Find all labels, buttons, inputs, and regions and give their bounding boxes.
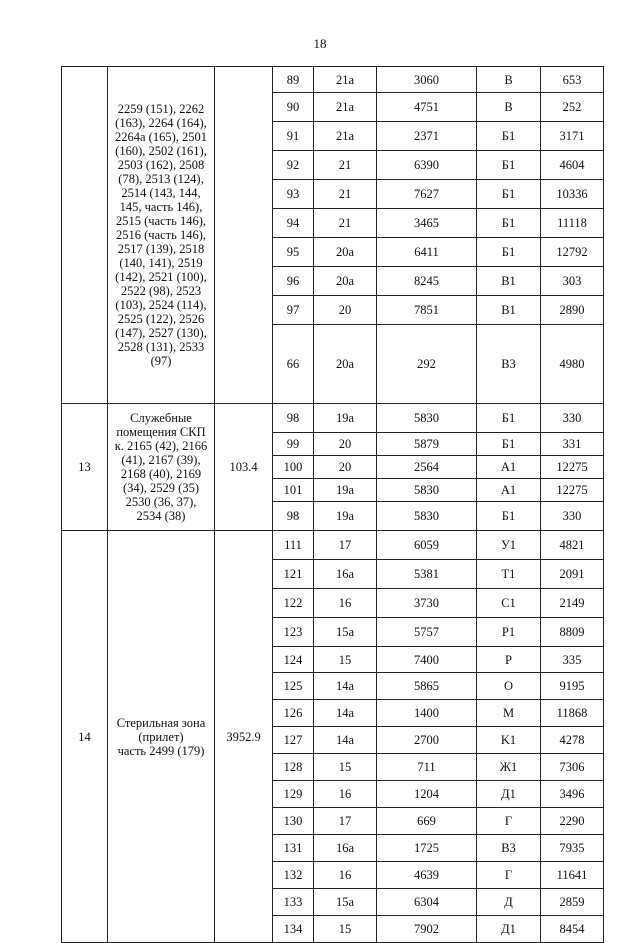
cell-b: 6390 bbox=[377, 151, 477, 180]
cell-b: 3465 bbox=[377, 209, 477, 238]
cell-d: 12792 bbox=[541, 238, 604, 267]
cell-b: 7627 bbox=[377, 180, 477, 209]
cell-c: Б1 bbox=[477, 404, 541, 433]
cell-a: 20a bbox=[314, 267, 377, 296]
cell-a: 21a bbox=[314, 67, 377, 93]
cell-d: 2290 bbox=[541, 808, 604, 835]
cell-d: 4278 bbox=[541, 727, 604, 754]
cell-n: 94 bbox=[273, 209, 314, 238]
cell-n: 98 bbox=[273, 502, 314, 531]
cell-d: 303 bbox=[541, 267, 604, 296]
cell-b: 5381 bbox=[377, 560, 477, 589]
cell-d: 2859 bbox=[541, 889, 604, 916]
cell-c: Д1 bbox=[477, 781, 541, 808]
document-table bbox=[61, 66, 604, 943]
cell-c: Б1 bbox=[477, 209, 541, 238]
cell-a: 15a bbox=[314, 889, 377, 916]
cell-c: P bbox=[477, 647, 541, 673]
cell-a: 20 bbox=[314, 433, 377, 456]
cell-c: Б1 bbox=[477, 151, 541, 180]
cell-n: 97 bbox=[273, 296, 314, 325]
cell-n: 91 bbox=[273, 122, 314, 151]
cell-c: T1 bbox=[477, 560, 541, 589]
cell-d: 2890 bbox=[541, 296, 604, 325]
cell-n: 122 bbox=[273, 589, 314, 618]
cell-c: B bbox=[477, 93, 541, 122]
cell-d: 3496 bbox=[541, 781, 604, 808]
cell-a: 21a bbox=[314, 93, 377, 122]
cell-d: 4980 bbox=[541, 325, 604, 404]
cell-a: 21a bbox=[314, 122, 377, 151]
cell-d: 2149 bbox=[541, 589, 604, 618]
cell-c: У1 bbox=[477, 531, 541, 560]
cell-b: 1204 bbox=[377, 781, 477, 808]
cell-d: 3171 bbox=[541, 122, 604, 151]
cell-c: K1 bbox=[477, 727, 541, 754]
cell-b: 5879 bbox=[377, 433, 477, 456]
cell-d: 4821 bbox=[541, 531, 604, 560]
cell-n: 99 bbox=[273, 433, 314, 456]
group-number-cell: 14 bbox=[62, 531, 108, 943]
cell-a: 20 bbox=[314, 296, 377, 325]
cell-b: 7851 bbox=[377, 296, 477, 325]
group-area-cell: 103.4 bbox=[215, 404, 273, 531]
cell-a: 20 bbox=[314, 456, 377, 479]
cell-d: 7306 bbox=[541, 754, 604, 781]
cell-a: 15 bbox=[314, 647, 377, 673]
cell-n: 130 bbox=[273, 808, 314, 835]
cell-n: 125 bbox=[273, 673, 314, 700]
cell-d: 4604 bbox=[541, 151, 604, 180]
cell-n: 111 bbox=[273, 531, 314, 560]
cell-b: 7400 bbox=[377, 647, 477, 673]
cell-n: 96 bbox=[273, 267, 314, 296]
group-location-cell: Служебные помещения СКП к. 2165 (42), 2166 (41), 2167 (39), 2168 (40), 2169 (34), 2529 (35) 2530 (36, 37), 2534 (38) bbox=[108, 404, 215, 531]
cell-n: 123 bbox=[273, 618, 314, 647]
cell-d: 331 bbox=[541, 433, 604, 456]
cell-d: 252 bbox=[541, 93, 604, 122]
cell-d: 653 bbox=[541, 67, 604, 93]
cell-c: A1 bbox=[477, 479, 541, 502]
cell-d: 11868 bbox=[541, 700, 604, 727]
cell-d: 8454 bbox=[541, 916, 604, 943]
cell-n: 66 bbox=[273, 325, 314, 404]
cell-n: 129 bbox=[273, 781, 314, 808]
cell-d: 11641 bbox=[541, 862, 604, 889]
cell-d: 335 bbox=[541, 647, 604, 673]
cell-b: 5865 bbox=[377, 673, 477, 700]
cell-a: 21 bbox=[314, 209, 377, 238]
cell-n: 89 bbox=[273, 67, 314, 93]
cell-a: 16 bbox=[314, 589, 377, 618]
cell-n: 93 bbox=[273, 180, 314, 209]
cell-a: 14a bbox=[314, 673, 377, 700]
cell-a: 15a bbox=[314, 618, 377, 647]
cell-d: 11118 bbox=[541, 209, 604, 238]
cell-c: Б1 bbox=[477, 238, 541, 267]
table-row bbox=[62, 404, 604, 433]
cell-a: 21 bbox=[314, 180, 377, 209]
cell-a: 20a bbox=[314, 238, 377, 267]
cell-a: 15 bbox=[314, 916, 377, 943]
cell-b: 5830 bbox=[377, 404, 477, 433]
cell-b: 4751 bbox=[377, 93, 477, 122]
cell-n: 100 bbox=[273, 456, 314, 479]
cell-a: 15 bbox=[314, 754, 377, 781]
cell-b: 2564 bbox=[377, 456, 477, 479]
cell-d: 12275 bbox=[541, 456, 604, 479]
cell-a: 16 bbox=[314, 862, 377, 889]
cell-a: 16a bbox=[314, 560, 377, 589]
cell-n: 98 bbox=[273, 404, 314, 433]
cell-a: 19a bbox=[314, 479, 377, 502]
cell-c: A1 bbox=[477, 456, 541, 479]
cell-c: B bbox=[477, 67, 541, 93]
group-location-cell: Стерильная зона (прилет) часть 2499 (179) bbox=[108, 531, 215, 943]
cell-b: 292 bbox=[377, 325, 477, 404]
cell-n: 132 bbox=[273, 862, 314, 889]
group-number-cell: 13 bbox=[62, 404, 108, 531]
cell-a: 19a bbox=[314, 502, 377, 531]
cell-n: 101 bbox=[273, 479, 314, 502]
cell-n: 133 bbox=[273, 889, 314, 916]
cell-a: 21 bbox=[314, 151, 377, 180]
cell-b: 2371 bbox=[377, 122, 477, 151]
cell-c: P1 bbox=[477, 618, 541, 647]
cell-d: 7935 bbox=[541, 835, 604, 862]
cell-n: 121 bbox=[273, 560, 314, 589]
cell-b: 8245 bbox=[377, 267, 477, 296]
cell-n: 95 bbox=[273, 238, 314, 267]
cell-b: 6411 bbox=[377, 238, 477, 267]
cell-n: 128 bbox=[273, 754, 314, 781]
cell-a: 16 bbox=[314, 781, 377, 808]
cell-b: 5830 bbox=[377, 479, 477, 502]
cell-b: 3060 bbox=[377, 67, 477, 93]
cell-n: 131 bbox=[273, 835, 314, 862]
cell-d: 330 bbox=[541, 404, 604, 433]
cell-b: 2700 bbox=[377, 727, 477, 754]
page-number: 18 bbox=[313, 36, 327, 51]
cell-a: 16a bbox=[314, 835, 377, 862]
cell-b: 4639 bbox=[377, 862, 477, 889]
table-row bbox=[62, 531, 604, 560]
cell-c: Д1 bbox=[477, 916, 541, 943]
cell-n: 134 bbox=[273, 916, 314, 943]
cell-b: 669 bbox=[377, 808, 477, 835]
cell-b: 711 bbox=[377, 754, 477, 781]
group-number-cell bbox=[62, 67, 108, 404]
cell-c: Б1 bbox=[477, 180, 541, 209]
cell-c: C1 bbox=[477, 589, 541, 618]
cell-d: 2091 bbox=[541, 560, 604, 589]
cell-d: 330 bbox=[541, 502, 604, 531]
cell-a: 14a bbox=[314, 700, 377, 727]
cell-b: 6304 bbox=[377, 889, 477, 916]
cell-b: 6059 bbox=[377, 531, 477, 560]
cell-b: 1400 bbox=[377, 700, 477, 727]
cell-b: 1725 bbox=[377, 835, 477, 862]
cell-b: 5757 bbox=[377, 618, 477, 647]
cell-c: Б1 bbox=[477, 433, 541, 456]
cell-d: 9195 bbox=[541, 673, 604, 700]
cell-a: 17 bbox=[314, 531, 377, 560]
cell-c: Ж1 bbox=[477, 754, 541, 781]
table-row bbox=[62, 67, 604, 93]
group-location-cell: 2259 (151), 2262 (163), 2264 (164), 2264a (165), 2501 (160), 2502 (161), 2503 (162), 2508 (78), 2513 (124), 2514 (143, 144, 145, часть 146), 2515 (часть 146), 2516 (часть 146), 2517 (139), 2518 (140, 141), 2519 (142), 2521 (100), 2522 (98), 2523 (103), 2524 (114), 2525 (122), 2526 (147), 2527 (130), 2528 (131), 2533 (97) bbox=[108, 67, 215, 404]
cell-d: 12275 bbox=[541, 479, 604, 502]
cell-n: 124 bbox=[273, 647, 314, 673]
cell-c: B3 bbox=[477, 325, 541, 404]
cell-n: 92 bbox=[273, 151, 314, 180]
cell-c: Б1 bbox=[477, 502, 541, 531]
cell-b: 5830 bbox=[377, 502, 477, 531]
cell-c: O bbox=[477, 673, 541, 700]
group-area-cell bbox=[215, 67, 273, 404]
cell-d: 8809 bbox=[541, 618, 604, 647]
cell-c: Г bbox=[477, 862, 541, 889]
cell-c: Г bbox=[477, 808, 541, 835]
cell-b: 3730 bbox=[377, 589, 477, 618]
cell-c: Б1 bbox=[477, 122, 541, 151]
cell-c: B3 bbox=[477, 835, 541, 862]
cell-b: 7902 bbox=[377, 916, 477, 943]
group-area-cell: 3952.9 bbox=[215, 531, 273, 943]
cell-a: 14a bbox=[314, 727, 377, 754]
cell-c: B1 bbox=[477, 296, 541, 325]
cell-n: 126 bbox=[273, 700, 314, 727]
cell-c: Д bbox=[477, 889, 541, 916]
cell-c: M bbox=[477, 700, 541, 727]
cell-a: 20a bbox=[314, 325, 377, 404]
cell-n: 90 bbox=[273, 93, 314, 122]
cell-d: 10336 bbox=[541, 180, 604, 209]
cell-a: 17 bbox=[314, 808, 377, 835]
cell-n: 127 bbox=[273, 727, 314, 754]
cell-c: B1 bbox=[477, 267, 541, 296]
cell-a: 19a bbox=[314, 404, 377, 433]
